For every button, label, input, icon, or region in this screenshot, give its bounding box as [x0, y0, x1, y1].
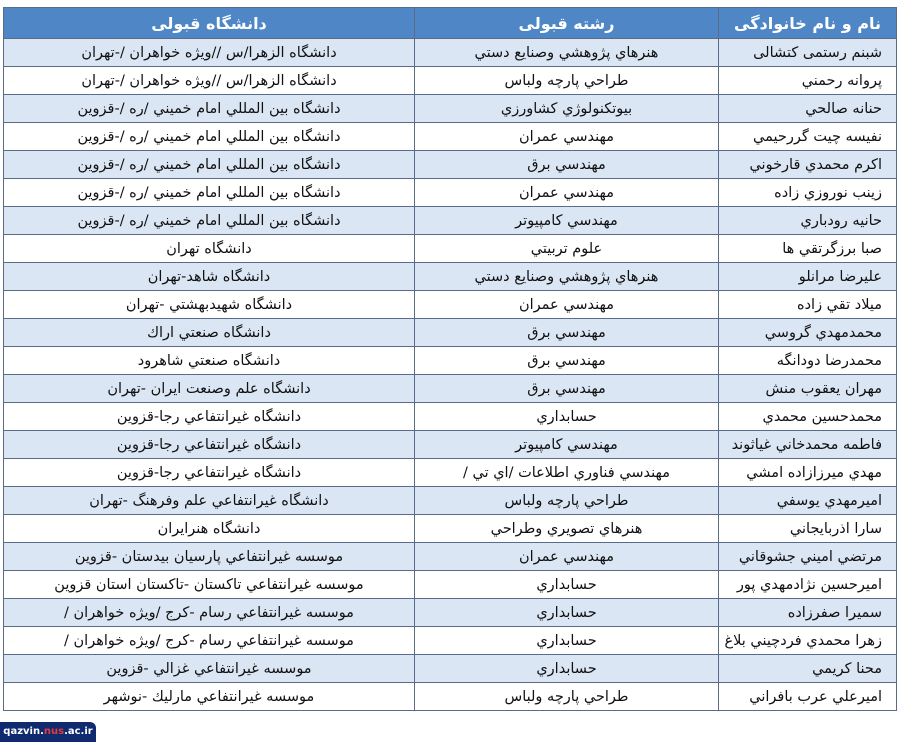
cell-university: دانشگاه غيرانتفاعي رجا-قزوين [4, 403, 415, 431]
cell-major: مهندسي برق [415, 375, 719, 403]
cell-university: دانشگاه صنعتي اراك [4, 319, 415, 347]
cell-name: اميرحسين نژادمهدي پور [719, 571, 897, 599]
table-row [4, 95, 897, 123]
cell-university: دانشگاه بين المللي امام خميني /ره /-قزوين [4, 95, 415, 123]
cell-major: مهندسي برق [415, 151, 719, 179]
cell-major: هنرهاي پژوهشي وصنايع دستي [415, 39, 719, 67]
cell-university: دانشگاه شهيدبهشتي -تهران [4, 291, 415, 319]
table-row [4, 683, 897, 711]
cell-name: حانيه رودباري [719, 207, 897, 235]
table-row [4, 487, 897, 515]
cell-major: حسابداري [415, 571, 719, 599]
cell-university: موسسه غيرانتفاعي پارسيان بيدستان -قزوين [4, 543, 415, 571]
cell-name: اميرمهدي يوسفي [719, 487, 897, 515]
table-row [4, 543, 897, 571]
cell-name: اميرعلي عرب بافراني [719, 683, 897, 711]
cell-university: دانشگاه شاهد-تهران [4, 263, 415, 291]
cell-name: سارا اذربايجاني [719, 515, 897, 543]
cell-major: مهندسي كامپيوتر [415, 207, 719, 235]
cell-name: محمدمهدي گروسي [719, 319, 897, 347]
cell-major: مهندسي عمران [415, 543, 719, 571]
cell-university: دانشگاه بين المللي امام خميني /ره /-قزوين [4, 123, 415, 151]
cell-university: دانشگاه هنرايران [4, 515, 415, 543]
cell-major: طراحي پارچه ولباس [415, 487, 719, 515]
cell-major: مهندسي عمران [415, 123, 719, 151]
table-row [4, 431, 897, 459]
cell-name: مرتضي اميني جشوقاني [719, 543, 897, 571]
cell-university: دانشگاه بين المللي امام خميني /ره /-قزوين [4, 179, 415, 207]
cell-university: دانشگاه بين المللي امام خميني /ره /-قزوين [4, 151, 415, 179]
cell-name: مهران يعقوب منش [719, 375, 897, 403]
cell-major: مهندسي برق [415, 319, 719, 347]
table-row [4, 515, 897, 543]
cell-major: طراحي پارچه ولباس [415, 67, 719, 95]
watermark-suffix: .ac.ir [64, 726, 93, 737]
cell-name: پروانه رحمني [719, 67, 897, 95]
cell-major: طراحي پارچه ولباس [415, 683, 719, 711]
cell-major: بيوتكنولوژي كشاورزي [415, 95, 719, 123]
cell-major: مهندسي كامپيوتر [415, 431, 719, 459]
cell-name: محمدحسين محمدي [719, 403, 897, 431]
watermark-prefix: qazvin. [3, 726, 44, 737]
table-row [4, 347, 897, 375]
cell-name: شبنم رستمی کتشالی [719, 39, 897, 67]
table-row [4, 207, 897, 235]
cell-major: مهندسي عمران [415, 291, 719, 319]
table-row [4, 599, 897, 627]
cell-name: فاطمه محمدخاني غياثوند [719, 431, 897, 459]
cell-name: زينب نوروزي زاده [719, 179, 897, 207]
table-row [4, 655, 897, 683]
admissions-table [3, 7, 897, 711]
cell-university: موسسه غيرانتفاعي غزالي -قزوين [4, 655, 415, 683]
table-row [4, 375, 897, 403]
cell-university: دانشگاه بين المللي امام خميني /ره /-قزوين [4, 207, 415, 235]
watermark-accent: nus [43, 726, 65, 737]
table-row [4, 263, 897, 291]
table-row [4, 235, 897, 263]
cell-university: دانشگاه صنعتي شاهرود [4, 347, 415, 375]
cell-major: هنرهاي تصويري وطراحي [415, 515, 719, 543]
table-row [4, 151, 897, 179]
cell-name: محنا كريمي [719, 655, 897, 683]
table-row [4, 291, 897, 319]
table-row [4, 123, 897, 151]
table-row [4, 627, 897, 655]
table-row [4, 459, 897, 487]
cell-major: مهندسي عمران [415, 179, 719, 207]
cell-name: مهدي ميرزازاده امشي [719, 459, 897, 487]
cell-major: حسابداري [415, 403, 719, 431]
cell-university: دانشگاه غيرانتفاعي رجا-قزوين [4, 459, 415, 487]
admissions-table-container [3, 7, 896, 711]
cell-university: دانشگاه غيرانتفاعي رجا-قزوين [4, 431, 415, 459]
table-row [4, 39, 897, 67]
cell-name: زهرا محمدي فردچيني بلاغ [719, 627, 897, 655]
cell-name: حنانه صالحي [719, 95, 897, 123]
cell-major: هنرهاي پژوهشي وصنايع دستي [415, 263, 719, 291]
header-university: دانشگاه قبولی [4, 8, 415, 39]
header-name: نام و نام خانوادگی [719, 8, 897, 39]
cell-university: دانشگاه الزهرا/س //ويژه خواهران /-تهران [4, 39, 415, 67]
cell-university: موسسه غيرانتفاعي مارليك -نوشهر [4, 683, 415, 711]
cell-name: صبا برزگرتقي ها [719, 235, 897, 263]
table-row [4, 179, 897, 207]
cell-university: دانشگاه علم وصنعت ايران -تهران [4, 375, 415, 403]
cell-major: مهندسي فناوري اطلاعات /اي تي / [415, 459, 719, 487]
cell-major: حسابداري [415, 655, 719, 683]
cell-university: موسسه غيرانتفاعي رسام -كرج /ويژه خواهران / [4, 599, 415, 627]
cell-name: اكرم محمدي قارخوني [719, 151, 897, 179]
cell-name: نفيسه چيت گررحيمي [719, 123, 897, 151]
cell-major: مهندسي برق [415, 347, 719, 375]
table-row [4, 67, 897, 95]
cell-university: موسسه غيرانتفاعي رسام -كرج /ويژه خواهران / [4, 627, 415, 655]
table-row [4, 571, 897, 599]
site-watermark [0, 722, 96, 742]
cell-major: حسابداري [415, 599, 719, 627]
cell-name: ميلاد تقي زاده [719, 291, 897, 319]
header-major: رشته قبولی [415, 8, 719, 39]
table-row [4, 403, 897, 431]
table-body [4, 39, 897, 711]
cell-name: محمدرضا دودانگه [719, 347, 897, 375]
cell-university: دانشگاه تهران [4, 235, 415, 263]
cell-name: عليرضا مرانلو [719, 263, 897, 291]
table-row [4, 319, 897, 347]
cell-major: علوم تربيتي [415, 235, 719, 263]
table-header-row [4, 8, 897, 39]
cell-major: حسابداري [415, 627, 719, 655]
cell-university: موسسه غيرانتفاعي تاكستان -تاكستان استان قزوين [4, 571, 415, 599]
cell-university: دانشگاه الزهرا/س //ويژه خواهران /-تهران [4, 67, 415, 95]
cell-university: دانشگاه غيرانتفاعي علم وفرهنگ -تهران [4, 487, 415, 515]
cell-name: سميرا صفرزاده [719, 599, 897, 627]
